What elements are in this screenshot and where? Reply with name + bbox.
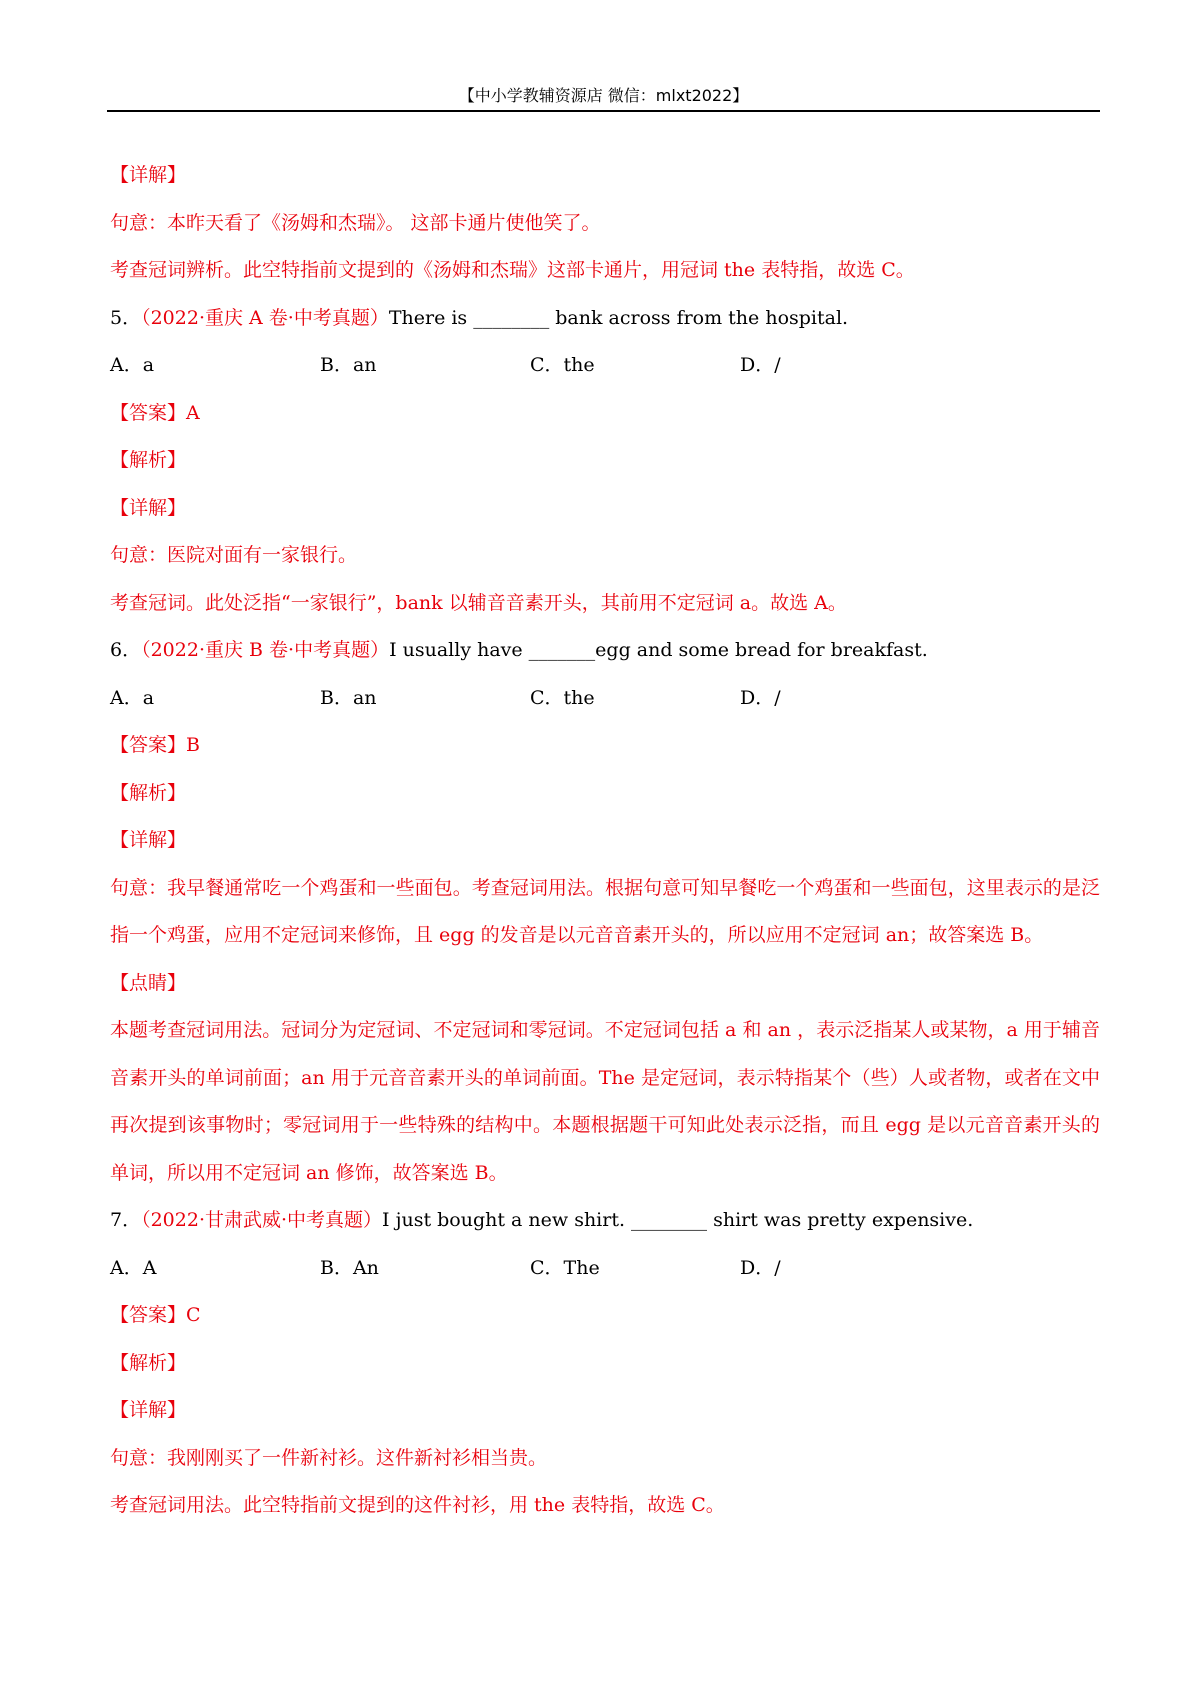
section-label: 【解析】	[110, 449, 187, 471]
answer-label: 【答案】	[110, 401, 187, 424]
option-item: D．/	[740, 1256, 781, 1279]
question-line	[110, 1197, 1100, 1245]
option-item: B．an	[320, 354, 377, 376]
option-item: D．/	[740, 686, 781, 709]
section-label: 【详解】	[110, 1399, 187, 1421]
answer-options	[110, 1245, 1100, 1293]
question-number: 5．	[110, 306, 142, 329]
question-line	[110, 627, 1100, 675]
explanation-line: 考查冠词辨析。此空特指前文提到的《汤姆和杰瑞》这部卡通片，用冠词 the 表特指，故选 C。	[110, 259, 915, 281]
explanation-line: 句意：本昨天看了《汤姆和杰瑞》。 这部卡通片使他笑了。	[110, 211, 601, 234]
answer-value: C	[186, 1304, 201, 1326]
option-item: C．the	[530, 354, 595, 376]
section-label: 【解析】	[110, 781, 187, 804]
section-label: 【详解】	[110, 496, 187, 519]
section-label: 【解析】	[110, 1351, 187, 1374]
explanation-line: 句意：我刚刚买了一件新衬衫。这件新衬衫相当贵。	[110, 1446, 548, 1469]
question-source: （2022·甘肃武威·中考真题）	[141, 1209, 383, 1231]
page-header: 【中小学教辅资源店 微信：mlxt2022】	[458, 86, 749, 105]
header-rule	[107, 110, 1100, 112]
section-label: 【详解】	[110, 164, 187, 186]
explanation-paragraph: 句意：我早餐通常吃一个鸡蛋和一些面包。考查冠词用法。根据句意可知早餐吃一个鸡蛋和一些面包，这里表示的是泛指一个鸡蛋，应用不定冠词来修饰，且 egg 的发音是以元音音素开头的，所以应用不定冠词 an；故答案选 B。	[110, 876, 1100, 946]
section-label: 【点睛】	[110, 971, 187, 994]
answer-label: 【答案】	[110, 734, 187, 756]
option-item: C．The	[530, 1256, 600, 1279]
section-label: 【详解】	[110, 829, 187, 851]
explanation-line: 句意：医院对面有一家银行。	[110, 544, 358, 566]
option-item: A．a	[110, 354, 155, 376]
document-body	[110, 152, 1100, 1530]
answer-line	[110, 390, 1100, 438]
question-source: （2022·重庆 A 卷·中考真题）	[141, 306, 389, 329]
answer-line	[110, 722, 1100, 770]
question-number: 6．	[110, 639, 142, 661]
question-number: 7．	[110, 1209, 142, 1231]
answer-options	[110, 342, 1100, 390]
option-item: C．the	[530, 686, 595, 709]
option-item: D．/	[740, 354, 781, 376]
question-stem: I just bought a new shirt. ________ shirt was pretty expensive.	[382, 1209, 974, 1231]
question-stem: There is ________ bank across from the hospital.	[388, 306, 849, 329]
answer-label: 【答案】	[110, 1304, 187, 1326]
option-item: A．A	[110, 1256, 157, 1279]
explanation-line: 考查冠词。此处泛指“一家银行”，bank 以辅音音素开头，其前用不定冠词 a。故选 A。	[110, 591, 847, 614]
question-line	[110, 295, 1100, 343]
option-item: A．a	[110, 686, 155, 709]
answer-value: A	[186, 401, 200, 424]
question-source: （2022·重庆 B 卷·中考真题）	[141, 639, 390, 661]
option-item: B．An	[320, 1256, 379, 1279]
explanation-line: 考查冠词用法。此空特指前文提到的这件衬衫，用 the 表特指，故选 C。	[110, 1494, 725, 1516]
answer-line	[110, 1292, 1100, 1340]
option-item: B．an	[320, 686, 377, 709]
answer-value: B	[186, 734, 200, 756]
explanation-paragraph: 本题考查冠词用法。冠词分为定冠词、不定冠词和零冠词。不定冠词包括 a 和 an ，表示泛指某人或某物，a 用于辅音音素开头的单词前面；an 用于元音音素开头的单词前面。The 是定冠词，表示特指某个（些）人或者物，或者在文中再次提到该事物时；零冠词用于一些特殊的结构中。本题根据题干可知此处表示泛指，而且 egg 是以元音音素开头的单词，所以用不定冠词 an 修饰，故答案选 B。	[110, 1019, 1100, 1184]
answer-options	[110, 675, 1100, 723]
question-stem: I usually have _______egg and some bread for breakfast.	[389, 639, 928, 661]
